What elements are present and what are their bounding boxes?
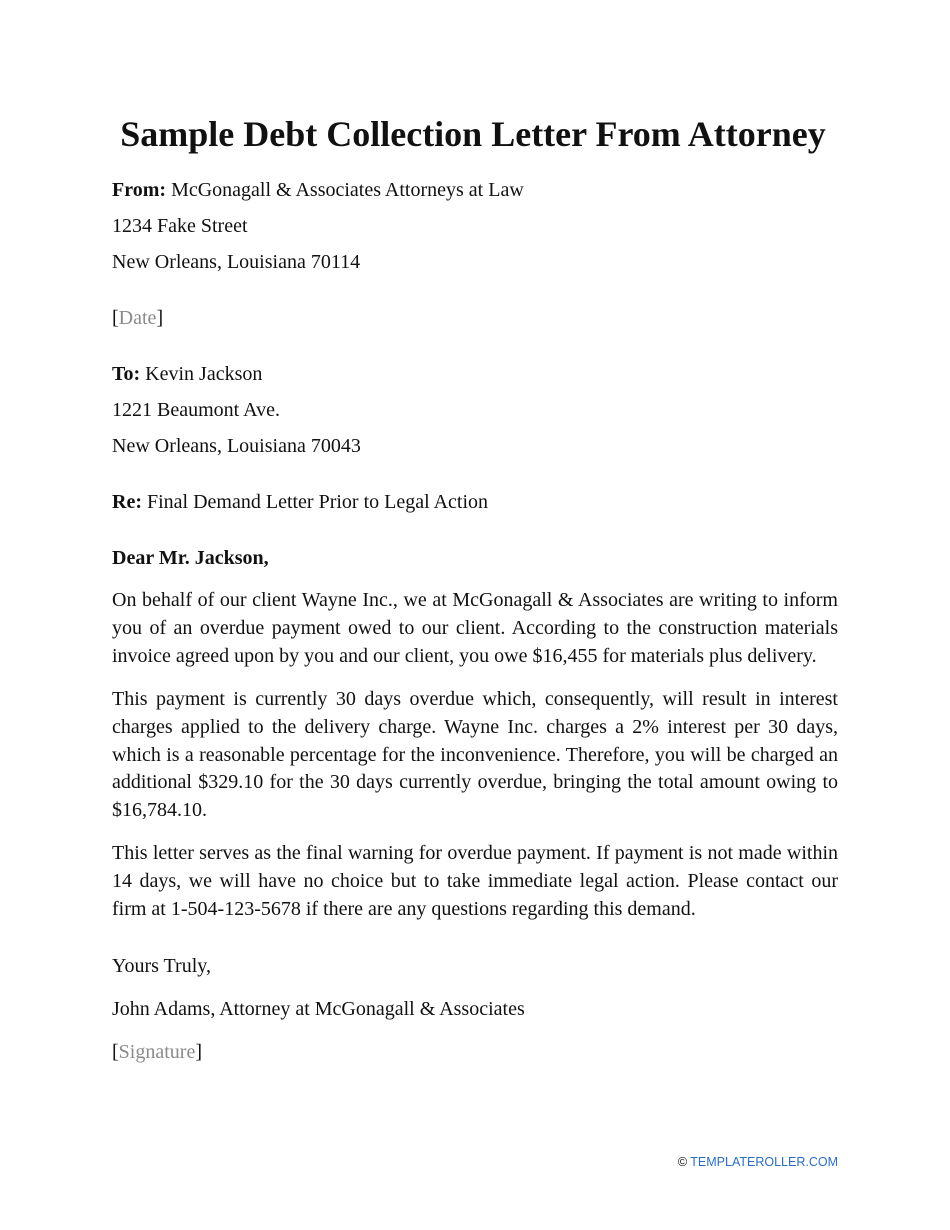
body-paragraph-3: This letter serves as the final warning for overdue payment. If payment is not made within 14 days, we will have no choice but to take immediate legal action. Please contact our firm at 1-504-123-5678 if there are any questions regarding this demand. — [112, 842, 838, 920]
subject-line — [112, 488, 838, 516]
signature-field — [112, 1038, 838, 1066]
recipient-name: Kevin Jackson — [145, 363, 263, 385]
date-placeholder: Date — [118, 307, 157, 329]
re-label: Re: — [112, 491, 142, 513]
sender-name-line — [112, 176, 838, 204]
document-title: Sample Debt Collection Letter From Attorney — [120, 114, 826, 154]
signature-placeholder: Signature — [118, 1041, 196, 1063]
signature-close-bracket: ] — [195, 1041, 202, 1063]
date-close-bracket: ] — [156, 307, 164, 329]
recipient-name-line — [112, 360, 838, 388]
copyright-icon: © — [677, 1155, 688, 1169]
from-label: From: — [112, 179, 167, 201]
sender-street: 1234 Fake Street — [112, 215, 248, 237]
subject-text: Final Demand Letter Prior to Legal Action — [146, 491, 489, 513]
sender-name: McGonagall & Associates Attorneys at Law — [171, 179, 524, 201]
recipient-street: 1221 Beaumont Ave. — [112, 399, 280, 421]
date-open-bracket: [ — [112, 307, 119, 329]
signer: John Adams, Attorney at McGonagall & Associates — [112, 998, 525, 1020]
to-label: To: — [112, 363, 141, 385]
signature-open-bracket: [ — [112, 1041, 119, 1063]
footer-copyright — [678, 1154, 838, 1170]
date-field — [112, 304, 838, 332]
valediction: Yours Truly, — [112, 955, 211, 977]
templateroller-link[interactable]: TEMPLATEROLLER.COM — [690, 1155, 838, 1169]
body-paragraph-2: This payment is currently 30 days overdue which, consequently, will result in interest charges applied to the delivery charge. Wayne Inc. charges a 2% interest per 30 days, which is a reasonable percentage for the inconvenience. Therefore, you will be charged an additional $329.10 for the 30 days currently overdue, bringing the total amount owing to $16,784.10. — [112, 688, 838, 822]
recipient-city: New Orleans, Louisiana 70043 — [112, 435, 361, 457]
sender-city: New Orleans, Louisiana 70114 — [112, 251, 361, 273]
body-paragraph-1: On behalf of our client Wayne Inc., we at McGonagall & Associates are writing to inform you of an overdue payment owed to our client. According to the construction materials invoice agreed upon by you and our client, you owe $16,455 for materials plus delivery. — [112, 589, 838, 667]
salutation: Dear Mr. Jackson, — [112, 547, 269, 569]
